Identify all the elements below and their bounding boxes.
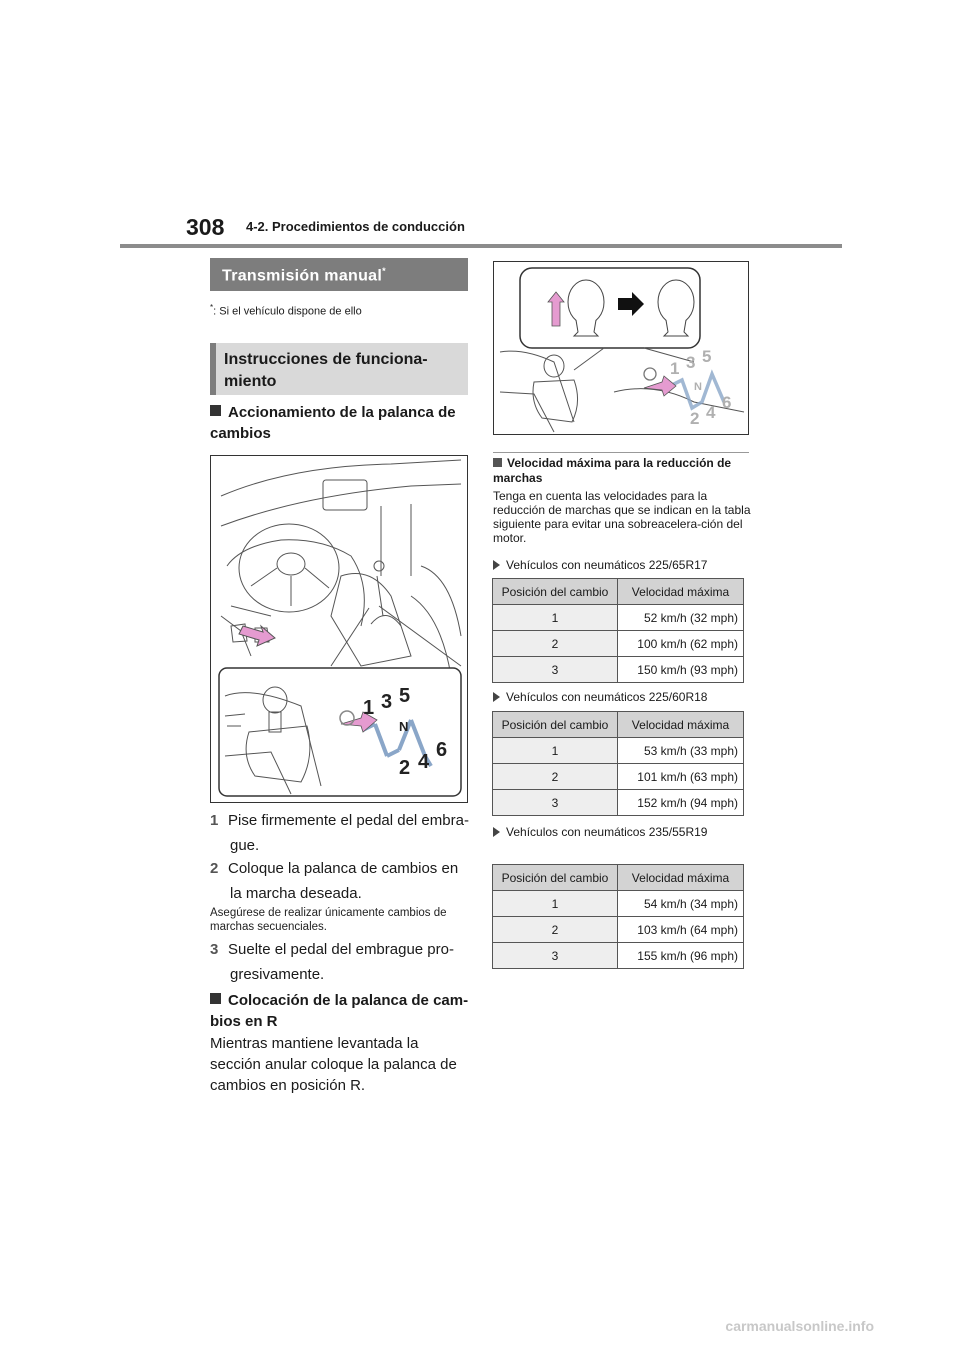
table-header-row	[493, 865, 744, 891]
table-row: 3 155 km/h (96 mph)	[493, 943, 744, 969]
column-header-gear: Posición del cambio	[493, 712, 618, 738]
knob-illustration	[494, 262, 748, 434]
table-row: 3 150 km/h (93 mph)	[493, 657, 744, 683]
heading-reverse: Colocación de la palanca de cam-bios en R	[210, 992, 469, 1030]
square-bullet-icon	[210, 993, 221, 1004]
table-row: 3 152 km/h (94 mph)	[493, 790, 744, 816]
subsection-title: Instrucciones de funciona-miento	[210, 343, 468, 395]
table-row: 2 101 km/h (63 mph)	[493, 764, 744, 790]
gear-label-6: 6	[436, 739, 448, 761]
table-row: 2 100 km/h (62 mph)	[493, 631, 744, 657]
gear-label-4: 4	[418, 751, 430, 773]
gear-label-6: 6	[722, 393, 732, 412]
step-1: 1 Pise firmemente el pedal del embra- gue.	[210, 812, 469, 854]
triangle-bullet-icon	[493, 692, 500, 702]
square-bullet-icon	[210, 405, 221, 416]
footnote: *: Si el vehículo dispone de ello	[210, 303, 362, 318]
gear-label-4: 4	[706, 403, 716, 422]
header-rule	[120, 244, 842, 248]
gear-label-3: 3	[381, 691, 393, 713]
step-3: 3 Suelte el pedal del embrague pro- gresivamente.	[210, 941, 454, 983]
gear-label-n: N	[694, 381, 702, 393]
gear-label-2: 2	[399, 757, 411, 779]
figure-shifter-cabin	[210, 455, 468, 803]
gear-label-n: N	[399, 719, 409, 734]
column-header-speed: Velocidad máxima	[618, 865, 744, 891]
gear-label-5: 5	[399, 685, 411, 707]
gear-label-1: 1	[670, 359, 680, 378]
section-title: Transmisión manual*	[210, 258, 468, 291]
figure-shift-knob	[493, 261, 749, 435]
note-sequential: Asegúrese de realizar únicamente cambios de marchas secuenciales.	[210, 907, 447, 933]
gear-label-5: 5	[702, 347, 712, 366]
table-caption-2: Vehículos con neumáticos 225/60R18	[493, 690, 707, 704]
watermark: carmanualsonline.info	[725, 1318, 874, 1334]
page-number: 308	[186, 214, 225, 240]
chapter-title: 4-2. Procedimientos de conducción	[246, 219, 465, 234]
column-header-gear: Posición del cambio	[493, 579, 618, 605]
column-header-speed: Velocidad máxima	[618, 712, 744, 738]
gear-label-2: 2	[690, 409, 700, 428]
reverse-instructions: Mientras mantiene levantada la sección anular coloque la palanca de cambios en posición R.	[210, 1035, 457, 1094]
column-header-speed: Velocidad máxima	[618, 579, 744, 605]
triangle-bullet-icon	[493, 560, 500, 570]
table-row: 1 52 km/h (32 mph)	[493, 605, 744, 631]
table-header-row	[493, 579, 744, 605]
table-row: 2 103 km/h (64 mph)	[493, 917, 744, 943]
divider	[493, 452, 749, 453]
heading-max-speed: Velocidad máxima para la reducción de marchas	[493, 456, 732, 485]
table-header-row	[493, 712, 744, 738]
speed-table-1	[492, 578, 744, 683]
heading-gear-operation: Accionamiento de la palanca de cambios	[210, 404, 456, 442]
table-row: 1 53 km/h (33 mph)	[493, 738, 744, 764]
gear-label-1: 1	[363, 697, 375, 719]
table-caption-1: Vehículos con neumáticos 225/65R17	[493, 558, 707, 572]
square-bullet-icon	[493, 458, 502, 467]
max-speed-intro: Tenga en cuenta las velocidades para la reducción de marchas que se indican en la tabla siguiente para evitar una sobreacelera-ción del motor.	[493, 489, 751, 545]
column-header-gear: Posición del cambio	[493, 865, 618, 891]
speed-table-2	[492, 711, 744, 816]
table-row: 1 54 km/h (34 mph)	[493, 891, 744, 917]
triangle-bullet-icon	[493, 827, 500, 837]
gear-label-3: 3	[686, 353, 696, 372]
cabin-illustration	[211, 456, 467, 802]
step-2: 2 Coloque la palanca de cambios en la marcha deseada.	[210, 860, 459, 902]
table-caption-3: Vehículos con neumáticos 235/55R19	[493, 825, 707, 839]
speed-table-3	[492, 864, 744, 969]
